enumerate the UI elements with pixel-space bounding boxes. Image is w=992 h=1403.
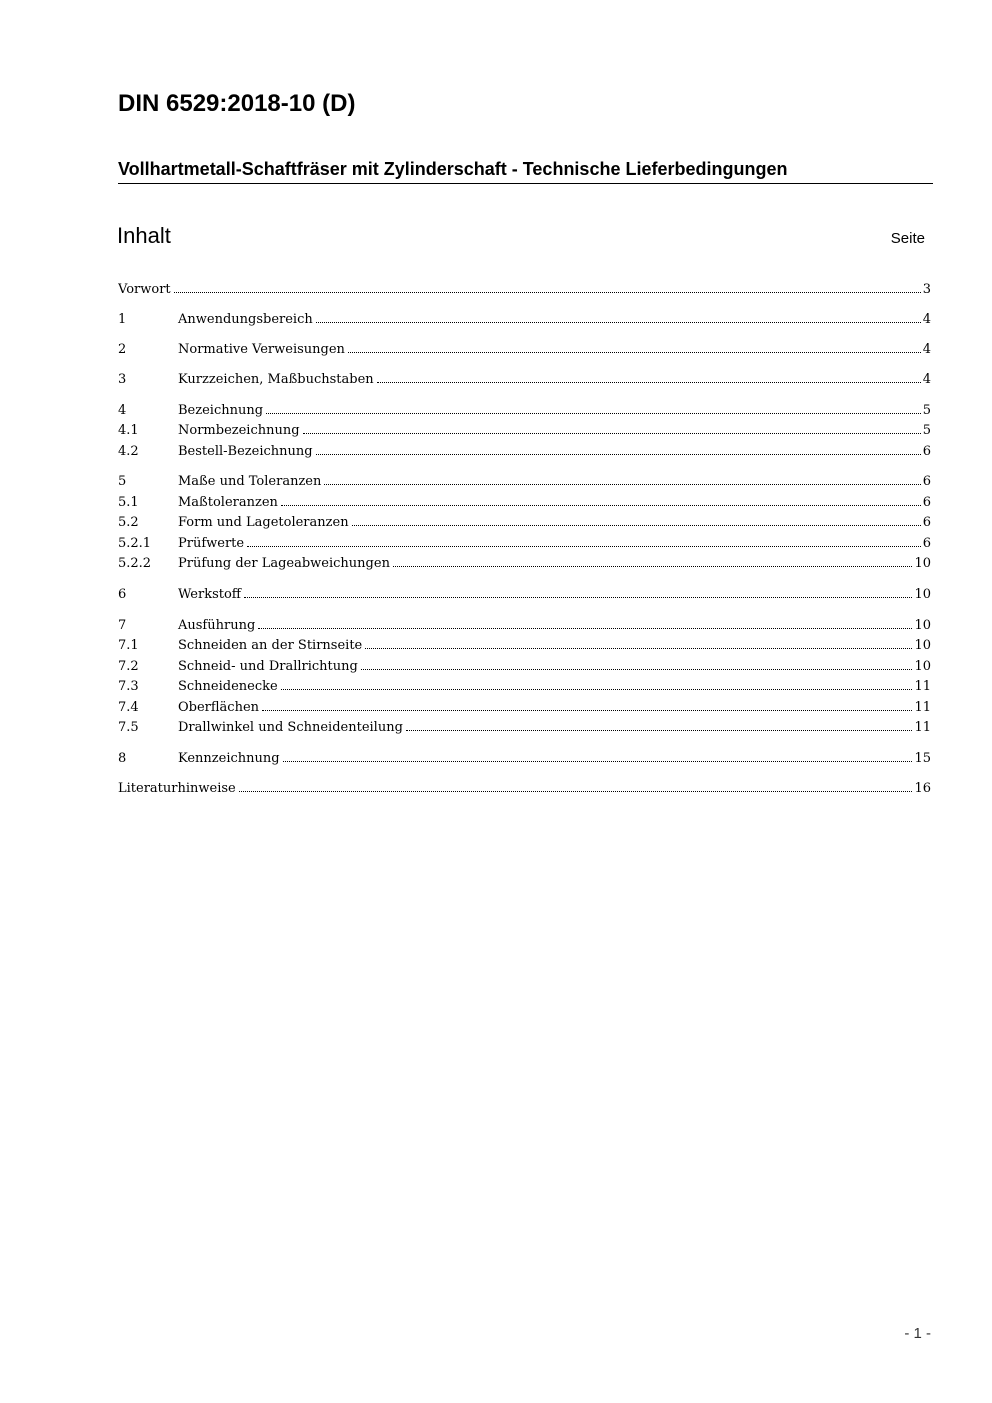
page-number: - 1 - (904, 1325, 931, 1342)
toc-leader-dots (324, 484, 920, 485)
toc-entry-4-1[interactable] (118, 421, 931, 441)
toc-entry-label: Prüfung der Lageabweichungen (178, 556, 390, 571)
toc-entry-number: 3 (118, 372, 127, 387)
toc-entry-number: 4.2 (118, 444, 139, 459)
toc-leader-dots (281, 689, 913, 690)
toc-entry-4[interactable] (118, 401, 931, 421)
document-subtitle: Vollhartmetall-Schaftfräser mit Zylinderschaft - Technische Lieferbedingungen (118, 157, 933, 184)
toc-entry-number: 7.1 (118, 638, 139, 653)
toc-leader-dots (316, 322, 921, 323)
toc-page-column-label: Seite (890, 230, 925, 247)
toc-leader-dots (361, 669, 913, 670)
toc-leader-dots (258, 628, 912, 629)
toc-entry-label: Anwendungsbereich (178, 312, 313, 327)
toc-entry-page: 6 (922, 536, 931, 551)
toc-entry-number: 5.2 (118, 515, 139, 530)
toc-entry-number: 5 (118, 474, 127, 489)
toc-entry-7-5[interactable] (118, 718, 931, 738)
toc-entry-label: Kennzeichnung (178, 751, 280, 766)
toc-entry-page: 11 (914, 720, 931, 735)
toc-entry-5-2-1[interactable] (118, 534, 931, 554)
toc-entry-page: 10 (914, 556, 931, 571)
toc-entry-page: 4 (922, 342, 931, 357)
toc-entry-label: Normative Verweisungen (178, 342, 345, 357)
toc-entry-label: Schneiden an der Stirnseite (178, 638, 363, 653)
toc-entry-number: 2 (118, 342, 127, 357)
toc-entry-page: 11 (914, 679, 931, 694)
toc-entry-number: 7.5 (118, 720, 139, 735)
toc-entry-vorwort[interactable] (118, 280, 931, 300)
toc-entry-label: Oberflächen (178, 700, 260, 715)
toc-entry-page: 15 (914, 751, 931, 766)
toc-leader-dots (281, 505, 921, 506)
toc-leader-dots (239, 791, 913, 792)
toc-entry-page: 10 (914, 618, 931, 633)
toc-entry-label: Form und Lagetoleranzen (178, 515, 349, 530)
toc-leader-dots (303, 433, 921, 434)
toc-leader-dots (377, 382, 921, 383)
toc-entry-page: 10 (914, 659, 931, 674)
toc-entry-page: 6 (922, 515, 931, 530)
toc-entry-number: 5.2.2 (118, 556, 152, 571)
toc-entry-page: 3 (922, 282, 931, 297)
toc-leader-dots (316, 454, 921, 455)
toc-entry-page: 5 (922, 403, 931, 418)
toc-entry-number: 7.2 (118, 659, 139, 674)
toc-leader-dots (262, 710, 912, 711)
toc-entry-page: 16 (914, 781, 931, 796)
toc-leader-dots (348, 352, 921, 353)
toc-entry-label: Vorwort (118, 282, 171, 297)
toc-entry-number: 8 (118, 751, 127, 766)
toc-entry-number: 7.3 (118, 679, 139, 694)
toc-entry-page: 4 (922, 372, 931, 387)
toc-entry-label: Bezeichnung (178, 403, 264, 418)
toc-entry-1[interactable] (118, 310, 931, 330)
toc-entry-page: 5 (922, 423, 931, 438)
toc-entry-number: 6 (118, 587, 127, 602)
toc-entry-page: 10 (914, 587, 931, 602)
toc-entry-number: 7 (118, 618, 127, 633)
toc-entry-7-2[interactable] (118, 657, 931, 677)
toc-entry-number: 4 (118, 403, 127, 418)
toc-entry-4-2[interactable] (118, 442, 931, 462)
toc-entry-page: 11 (914, 700, 931, 715)
toc-entry-5-2-2[interactable] (118, 554, 931, 574)
toc-entry-label: Drallwinkel und Schneidenteilung (178, 720, 403, 735)
toc-entry-label: Ausführung (178, 618, 256, 633)
toc-entry-5-2[interactable] (118, 513, 931, 533)
toc-entry-page: 10 (914, 638, 931, 653)
toc-entry-5[interactable] (118, 472, 931, 492)
toc-entry-label: Bestell-Bezeichnung (178, 444, 313, 459)
toc-leader-dots (393, 566, 913, 567)
toc-entry-2[interactable] (118, 340, 931, 360)
toc-entry-number: 7.4 (118, 700, 139, 715)
toc-entry-page: 6 (922, 474, 931, 489)
toc-entry-7-4[interactable] (118, 698, 931, 718)
document-title: DIN 6529:2018-10 (D) (118, 90, 356, 117)
toc-leader-dots (266, 413, 921, 414)
toc-entry-label: Werkstoff (178, 587, 242, 602)
toc-entry-7-1[interactable] (118, 636, 931, 656)
toc-leader-dots (244, 597, 912, 598)
toc-leader-dots (174, 292, 921, 293)
toc-leader-dots (406, 730, 913, 731)
toc-entry-number: 5.1 (118, 495, 139, 510)
toc-leader-dots (352, 525, 921, 526)
toc-entry-8[interactable] (118, 749, 931, 769)
toc-entry-label: Literaturhinweise (118, 781, 236, 796)
toc-entry-label: Prüfwerte (178, 536, 245, 551)
toc-entry-page: 6 (922, 495, 931, 510)
toc-entry-label: Schneidenecke (178, 679, 278, 694)
toc-entry-5-1[interactable] (118, 493, 931, 513)
toc-entry-page: 6 (922, 444, 931, 459)
toc-leader-dots (247, 546, 921, 547)
toc-heading: Inhalt (117, 223, 171, 248)
toc-entry-7-3[interactable] (118, 677, 931, 697)
toc-entry-7[interactable] (118, 616, 931, 636)
toc-leader-dots (283, 761, 913, 762)
toc-entry-label: Maßtoleranzen (178, 495, 278, 510)
toc-entry-page: 4 (922, 312, 931, 327)
toc-leader-dots (365, 648, 912, 649)
toc-entry-label: Maße und Toleranzen (178, 474, 322, 489)
toc-entry-number: 5.2.1 (118, 536, 152, 551)
toc-entry-label: Normbezeichnung (178, 423, 300, 438)
toc-entry-literaturhinweise[interactable] (118, 779, 931, 799)
toc-entry-6[interactable] (118, 585, 931, 605)
toc-entry-number: 1 (118, 312, 127, 327)
toc-entry-label: Schneid- und Drallrichtung (178, 659, 358, 674)
toc-entry-3[interactable] (118, 370, 931, 390)
toc-entry-number: 4.1 (118, 423, 139, 438)
toc-entry-label: Kurzzeichen, Maßbuchstaben (178, 372, 374, 387)
